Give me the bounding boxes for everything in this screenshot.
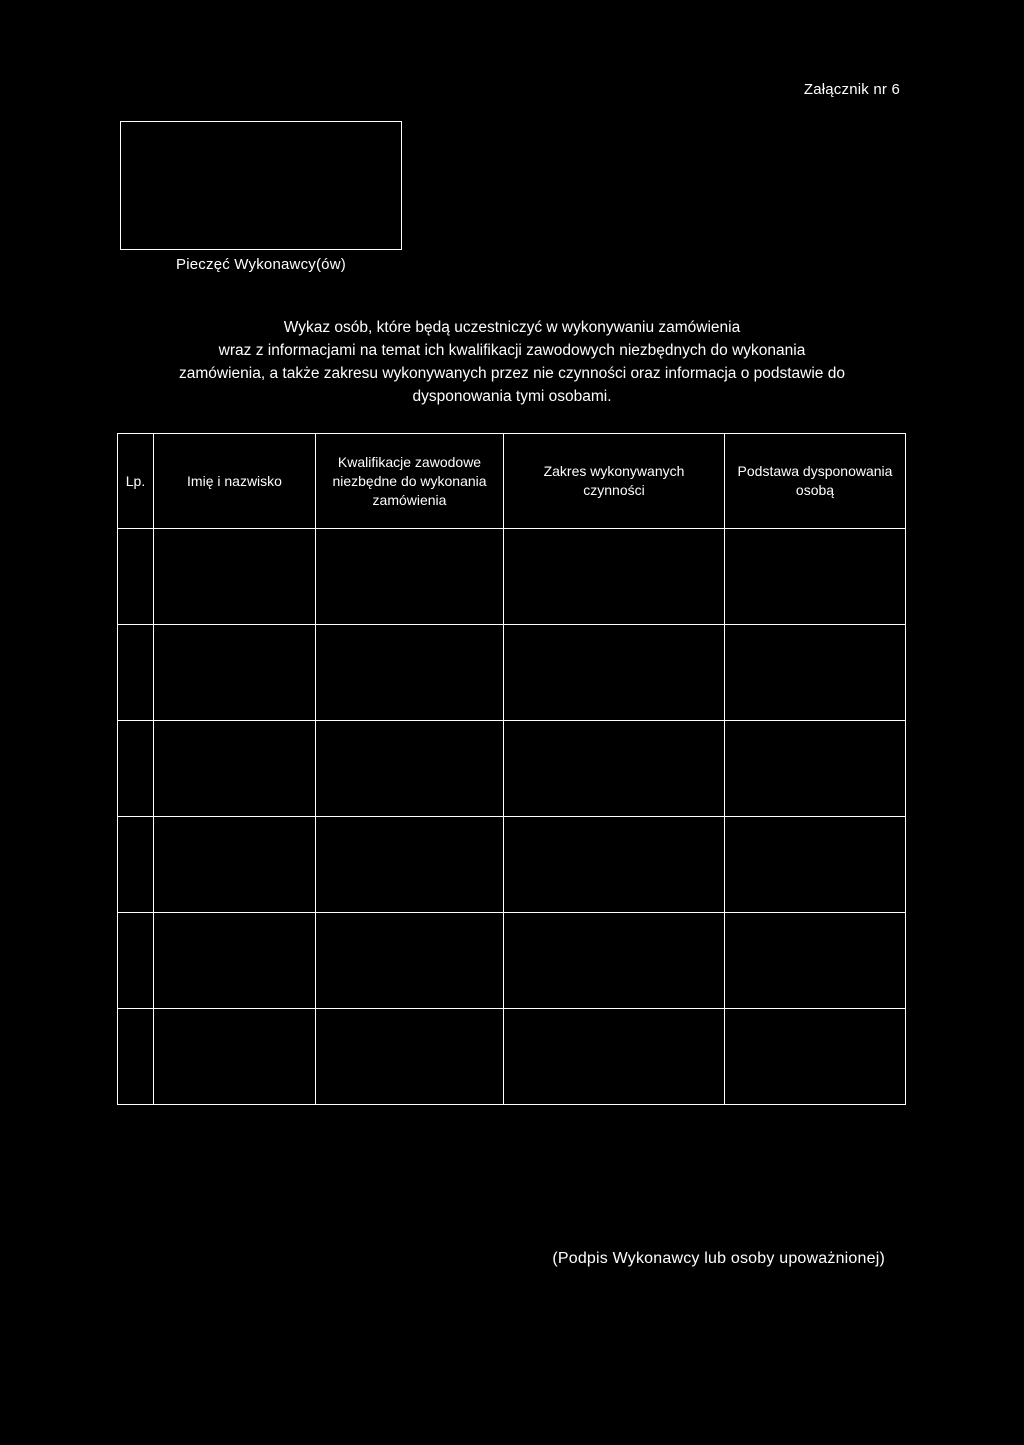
table-cell[interactable] bbox=[504, 1009, 725, 1105]
table-cell[interactable] bbox=[725, 817, 906, 913]
table-cell[interactable] bbox=[504, 913, 725, 1009]
table-cell[interactable] bbox=[154, 721, 316, 817]
table-cell[interactable] bbox=[316, 529, 504, 625]
table-cell[interactable] bbox=[316, 1009, 504, 1105]
table-row bbox=[118, 529, 906, 625]
table-cell[interactable] bbox=[118, 913, 154, 1009]
persons-table bbox=[117, 433, 906, 1105]
table-row bbox=[118, 1009, 906, 1105]
heading-line-3: zamówienia, a także zakresu wykonywanych przez nie czynności oraz informacja o podstawie do bbox=[179, 365, 845, 382]
column-header-scope: Zakres wykonywanych czynności bbox=[504, 434, 725, 529]
table-cell[interactable] bbox=[154, 913, 316, 1009]
table-cell[interactable] bbox=[118, 1009, 154, 1105]
table-cell[interactable] bbox=[154, 529, 316, 625]
column-header-basis: Podstawa dysponowania osobą bbox=[725, 434, 906, 529]
table-cell[interactable] bbox=[504, 721, 725, 817]
table-cell[interactable] bbox=[154, 817, 316, 913]
document-heading bbox=[112, 316, 912, 408]
table-cell[interactable] bbox=[316, 817, 504, 913]
table-cell[interactable] bbox=[504, 625, 725, 721]
table-cell[interactable] bbox=[504, 529, 725, 625]
attachment-label: Załącznik nr 6 bbox=[803, 81, 900, 98]
table-header-row bbox=[118, 434, 906, 529]
table-row bbox=[118, 913, 906, 1009]
stamp-label: Pieczęć Wykonawcy(ów) bbox=[176, 256, 346, 273]
table-row bbox=[118, 817, 906, 913]
table-cell[interactable] bbox=[118, 721, 154, 817]
table-cell[interactable] bbox=[154, 625, 316, 721]
column-header-lp: Lp. bbox=[118, 434, 154, 529]
column-header-name: Imię i nazwisko bbox=[154, 434, 316, 529]
table-row bbox=[118, 625, 906, 721]
heading-line-1: Wykaz osób, które będą uczestniczyć w wykonywaniu zamówienia bbox=[283, 319, 741, 336]
table-cell[interactable] bbox=[725, 529, 906, 625]
table-cell[interactable] bbox=[118, 529, 154, 625]
table-cell[interactable] bbox=[118, 817, 154, 913]
table-cell[interactable] bbox=[725, 625, 906, 721]
heading-line-2: wraz z informacjami na temat ich kwalifikacji zawodowych niezbędnych do wykonania bbox=[218, 342, 806, 359]
table-cell[interactable] bbox=[725, 913, 906, 1009]
signature-label: (Podpis Wykonawcy lub osoby upoważnionej) bbox=[552, 1250, 885, 1267]
table-cell[interactable] bbox=[504, 817, 725, 913]
table-cell[interactable] bbox=[725, 721, 906, 817]
table-cell[interactable] bbox=[118, 625, 154, 721]
table-row bbox=[118, 721, 906, 817]
table-cell[interactable] bbox=[316, 625, 504, 721]
table-cell[interactable] bbox=[316, 913, 504, 1009]
column-header-qualifications: Kwalifikacje zawodowe niezbędne do wykonania zamówienia bbox=[316, 434, 504, 529]
table-cell[interactable] bbox=[725, 1009, 906, 1105]
table-cell[interactable] bbox=[154, 1009, 316, 1105]
stamp-box bbox=[120, 121, 402, 250]
table-cell[interactable] bbox=[316, 721, 504, 817]
heading-line-4: dysponowania tymi osobami. bbox=[412, 388, 612, 405]
